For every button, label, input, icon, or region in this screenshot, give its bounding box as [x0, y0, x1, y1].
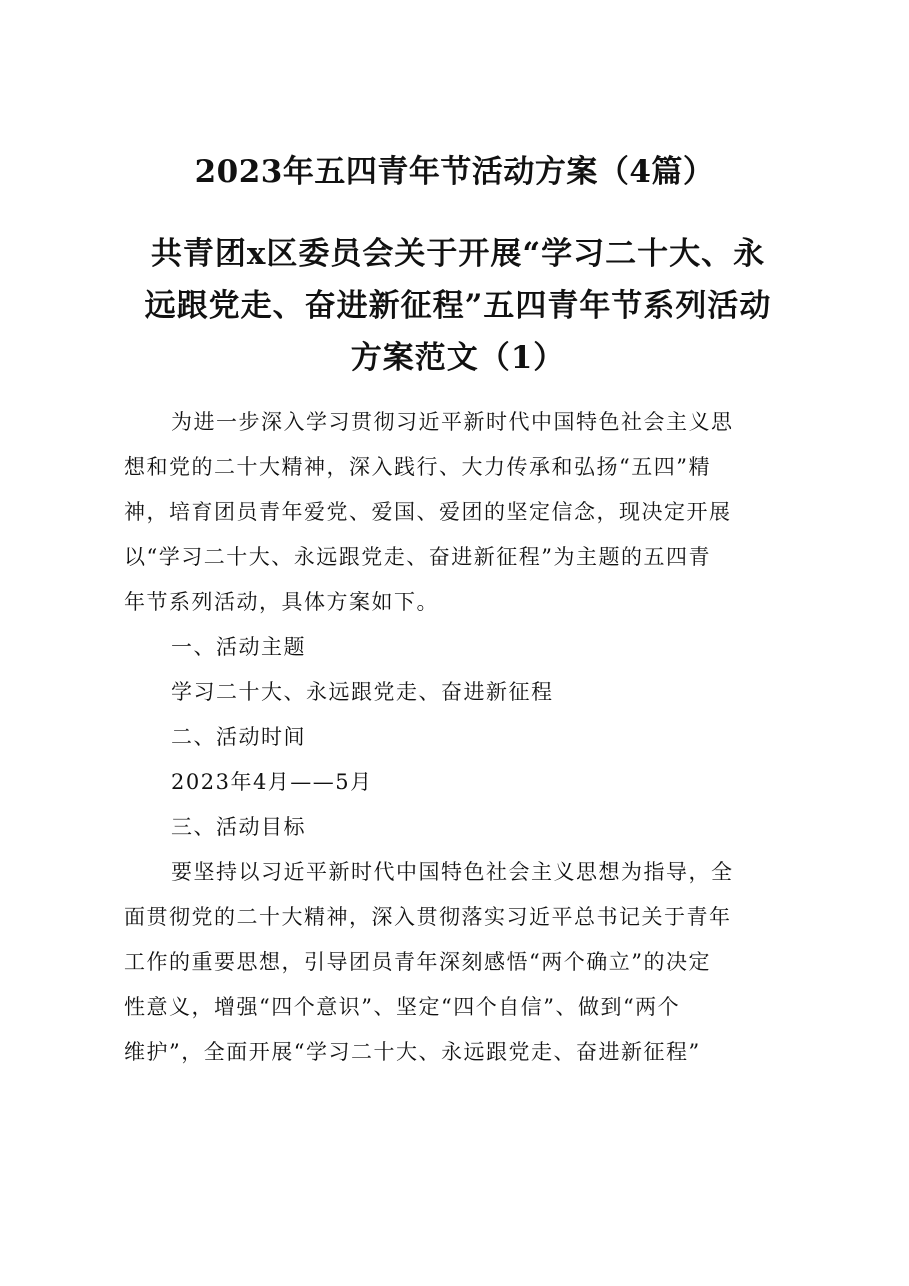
- intro-paragraph: [124, 400, 784, 625]
- document-subtitle: [118, 228, 798, 384]
- paragraph-line: 面贯彻党的二十大精神，深入贯彻落实习近平总书记关于青年: [124, 905, 732, 929]
- paragraph-line: 性意义，增强“四个意识”、坚定“四个自信”、做到“两个: [124, 995, 681, 1019]
- paragraph-line: 以“学习二十大、永远跟党走、奋进新征程”为主题的五四青: [124, 545, 711, 569]
- paragraph-line: 要坚持以习近平新时代中国特色社会主义思想为指导，全: [171, 860, 734, 884]
- subtitle-line: 共青团x区委员会关于开展“学习二十大、永: [150, 236, 766, 272]
- section-text: 2023年4月——5月: [171, 770, 373, 794]
- section-text: 学习二十大、永远跟党走、奋进新征程: [171, 680, 554, 704]
- section-3: [124, 805, 784, 1075]
- paragraph-line: 工作的重要思想，引导团员青年深刻感悟“两个确立”的决定: [124, 950, 711, 974]
- section-2: [124, 715, 784, 805]
- section-1: [124, 625, 784, 715]
- subtitle-line: 远跟党走、奋进新征程”五四青年节系列活动: [144, 288, 772, 324]
- paragraph-line: 神，培育团员青年爱党、爱国、爱团的坚定信念，现决定开展: [124, 500, 732, 524]
- subtitle-line: 方案范文（1）: [350, 340, 566, 376]
- paragraph-line: 维护”，全面开展“学习二十大、永远跟党走、奋进新征程”: [124, 1040, 701, 1064]
- section-heading: 三、活动目标: [171, 815, 306, 839]
- paragraph-line: 为进一步深入学习贯彻习近平新时代中国特色社会主义思: [171, 410, 734, 434]
- document-body: [124, 400, 784, 1075]
- paragraph-line: 年节系列活动，具体方案如下。: [124, 590, 439, 614]
- section-heading: 二、活动时间: [171, 725, 306, 749]
- paragraph-line: 想和党的二十大精神，深入践行、大力传承和弘扬“五四”精: [124, 455, 711, 479]
- section-heading: 一、活动主题: [171, 635, 306, 659]
- document-title: 2023年五四青年节活动方案（4篇）: [194, 154, 715, 190]
